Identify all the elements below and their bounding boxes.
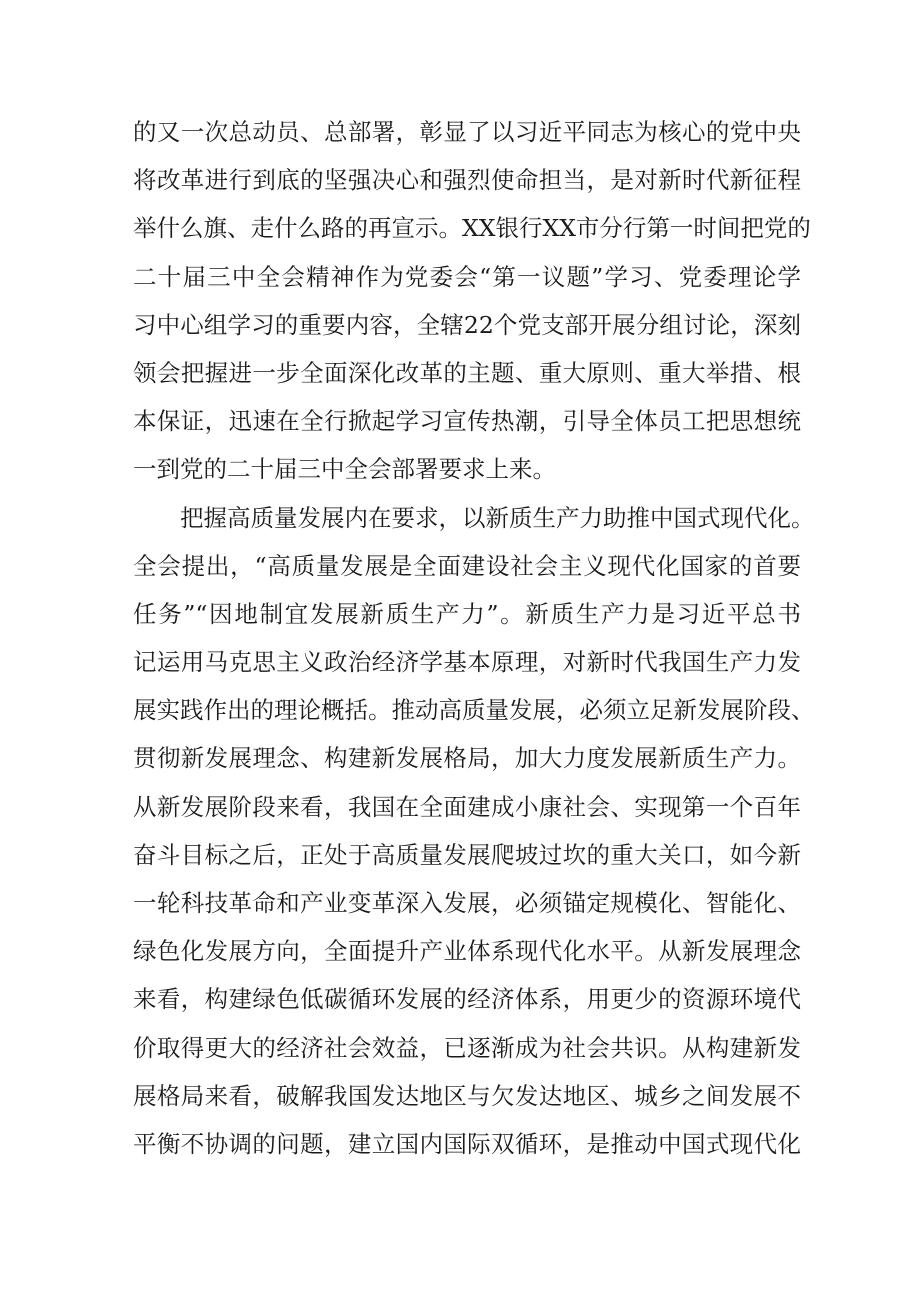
text-line: 举什么旗、走什么路的再宣示。XX银行XX市分行第一时间把党的 bbox=[133, 214, 811, 243]
text-line: 平衡不协调的问题，建立国内国际双循环，是推动中国式现代化 bbox=[133, 1129, 801, 1158]
text-line: 一轮科技革命和产业变革深入发展，必须锚定规模化、智能化、 bbox=[133, 889, 801, 917]
text-line: 二十届三中全会精神作为党委会“第一议题”学习、党委理论学 bbox=[133, 262, 801, 291]
text-line: 一到党的二十届三中全会部署要求上来。 bbox=[133, 455, 556, 484]
text-line: 展实践作出的理论概括。推动高质量发展，必须立足新发展阶段、 bbox=[133, 696, 815, 725]
text-line: 任务”“因地制宜发展新质生产力”。新质生产力是习近平总书 bbox=[133, 599, 801, 628]
text-line: 绿色化发展方向，全面提升产业体系现代化水平。从新发展理念 bbox=[133, 937, 801, 966]
text-line: 习中心组学习的重要内容，全辖22个党支部开展分组讨论，深刻 bbox=[133, 310, 801, 339]
text-line: 价取得更大的经济社会效益，已逐渐成为社会共识。从构建新发 bbox=[133, 1033, 801, 1062]
text-line: 将改革进行到底的坚强决心和强烈使命担当，是对新时代新征程 bbox=[133, 166, 801, 195]
text-line: 展格局来看，破解我国发达地区与欠发达地区、城乡之间发展不 bbox=[133, 1081, 801, 1110]
text-line: 本保证，迅速在全行掀起学习宣传热潮，引导全体员工把思想统 bbox=[133, 407, 801, 436]
text-line: 从新发展阶段来看，我国在全面建成小康社会、实现第一个百年 bbox=[133, 792, 801, 821]
text-line: 贯彻新发展理念、构建新发展格局，加大力度发展新质生产力。 bbox=[133, 744, 801, 773]
text-line: 的又一次总动员、总部署，彰显了以习近平同志为核心的党中央 bbox=[133, 118, 801, 146]
text-line: 全会提出，“高质量发展是全面建设社会主义现代化国家的首要 bbox=[133, 551, 801, 580]
text-line: 领会把握进一步全面深化改革的主题、重大原则、重大举措、根 bbox=[133, 358, 801, 387]
text-line: 奋斗目标之后，正处于高质量发展爬坡过坎的重大关口，如今新 bbox=[133, 840, 801, 869]
text-line: 记运用马克思主义政治经济学基本原理，对新时代我国生产力发 bbox=[133, 648, 801, 677]
body-text bbox=[133, 108, 815, 1168]
text-line: 来看，构建绿色低碳循环发展的经济体系，用更少的资源环境代 bbox=[133, 985, 801, 1014]
text-line: 把握高质量发展内在要求，以新质生产力助推中国式现代化。 bbox=[180, 503, 815, 532]
